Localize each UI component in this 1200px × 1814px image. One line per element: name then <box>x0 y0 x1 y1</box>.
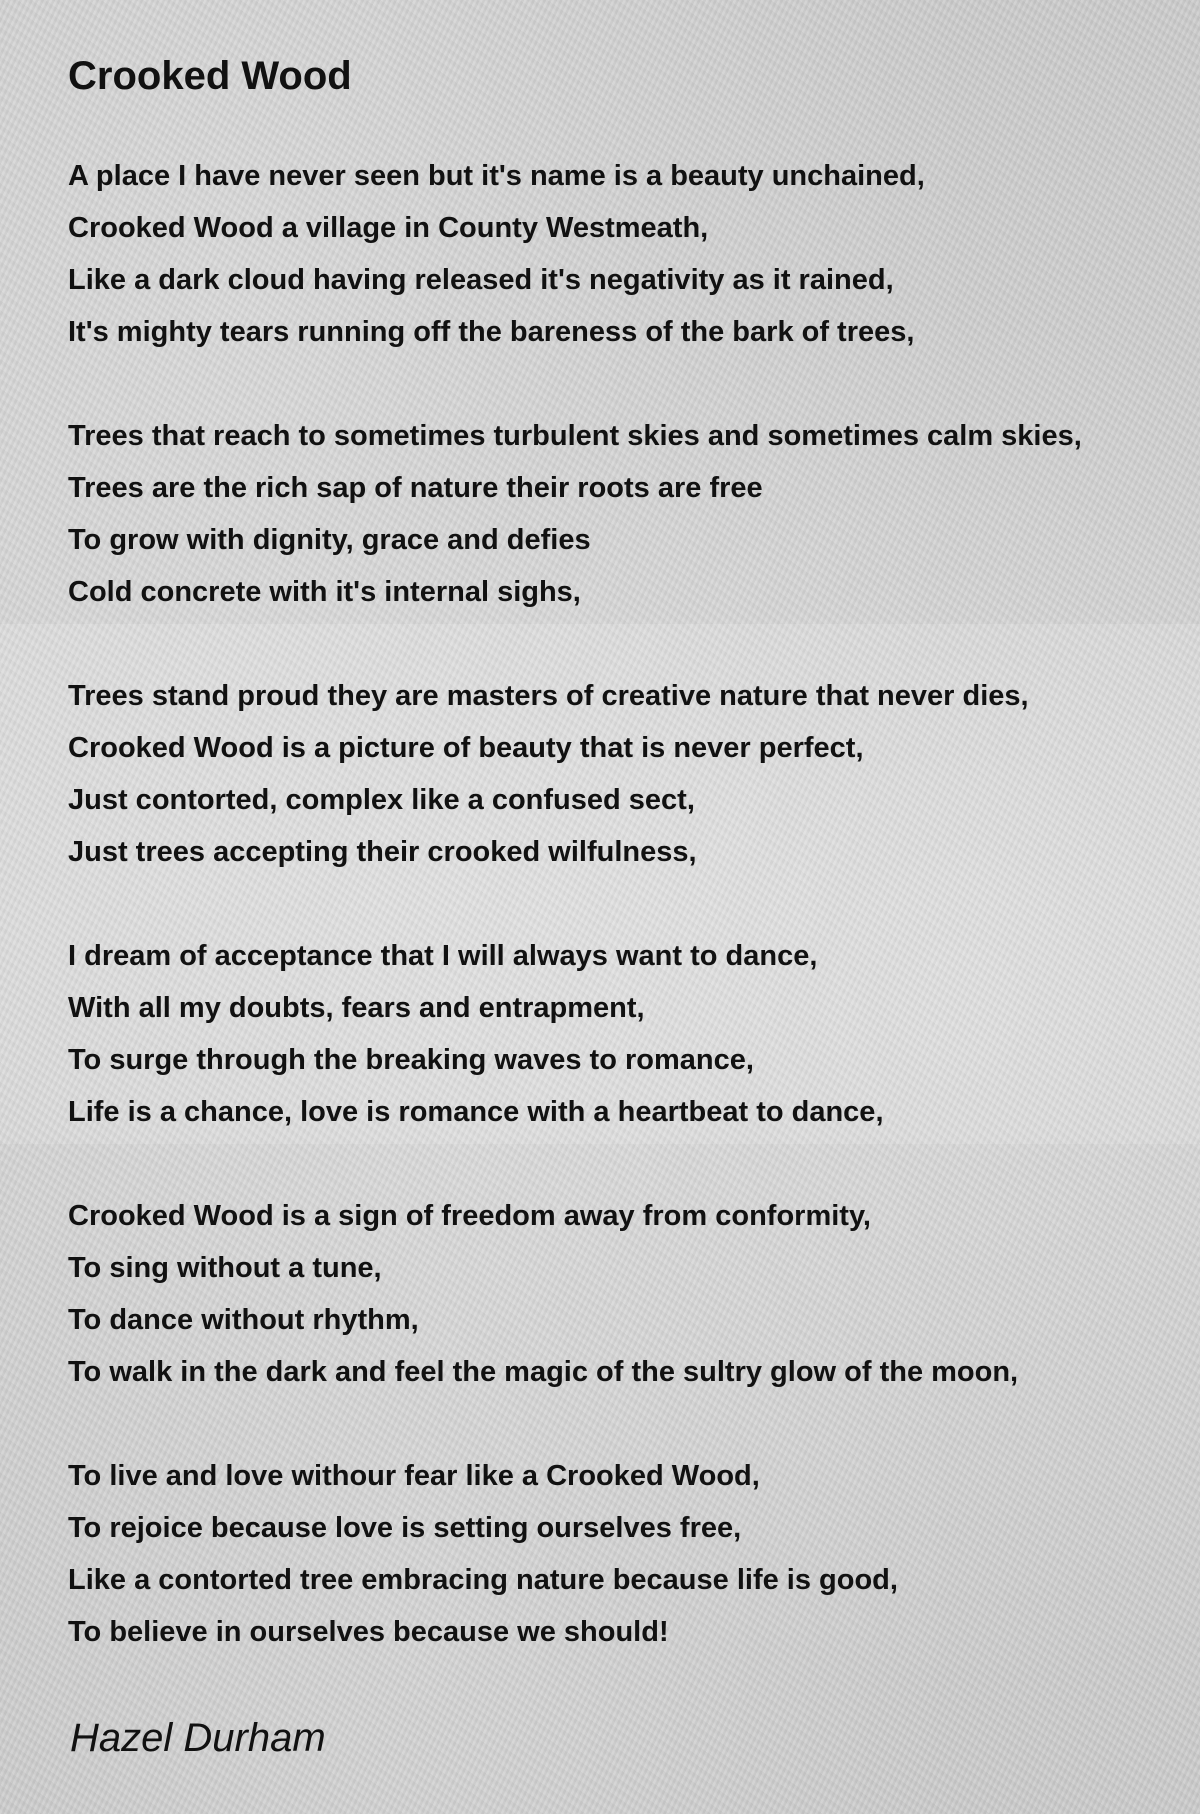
poem-line: To rejoice because love is setting ourselves free, <box>68 1512 742 1544</box>
poem-author: Hazel Durham <box>70 1716 326 1760</box>
poem-line: To surge through the breaking waves to romance, <box>68 1044 754 1076</box>
poem-line: Trees are the rich sap of nature their roots are free <box>68 472 763 504</box>
poem-line: I dream of acceptance that I will always want to dance, <box>68 940 818 972</box>
poem-line: A place I have never seen but it's name is a beauty unchained, <box>68 160 925 192</box>
poem-line: Trees stand proud they are masters of creative nature that never dies, <box>68 680 1029 712</box>
poem-line: Life is a chance, love is romance with a heartbeat to dance, <box>68 1096 884 1128</box>
stanza <box>68 930 884 1138</box>
stanza <box>68 1190 1018 1398</box>
poem-line: Trees that reach to sometimes turbulent skies and sometimes calm skies, <box>68 420 1082 452</box>
poem-line: Crooked Wood a village in County Westmeath, <box>68 212 709 244</box>
poem-line: To grow with dignity, grace and defies <box>68 524 591 556</box>
stanza <box>68 670 1029 878</box>
poem-line: Cold concrete with it's internal sighs, <box>68 576 581 608</box>
stanza <box>68 150 925 358</box>
poem-line: Like a contorted tree embracing nature because life is good, <box>68 1564 898 1596</box>
poem-line: To believe in ourselves because we should! <box>68 1616 669 1648</box>
poem-line: Crooked Wood is a picture of beauty that is never perfect, <box>68 732 864 764</box>
poem-line: To sing without a tune, <box>68 1252 382 1284</box>
poem-line: Just trees accepting their crooked wilfulness, <box>68 836 697 868</box>
poem-line: Just contorted, complex like a confused sect, <box>68 784 695 816</box>
poem-line: With all my doubts, fears and entrapment, <box>68 992 645 1024</box>
poem-title: Crooked Wood <box>68 54 352 98</box>
poem-line: To walk in the dark and feel the magic of the sultry glow of the moon, <box>68 1356 1019 1388</box>
poem-line: To live and love withour fear like a Crooked Wood, <box>68 1460 760 1492</box>
poem-line: Like a dark cloud having released it's negativity as it rained, <box>68 264 894 296</box>
poem-line: To dance without rhythm, <box>68 1304 419 1336</box>
stanza <box>68 1450 898 1658</box>
stanza <box>68 410 1082 618</box>
poem-line: Crooked Wood is a sign of freedom away from conformity, <box>68 1200 871 1232</box>
poem-line: It's mighty tears running off the bareness of the bark of trees, <box>68 316 915 348</box>
